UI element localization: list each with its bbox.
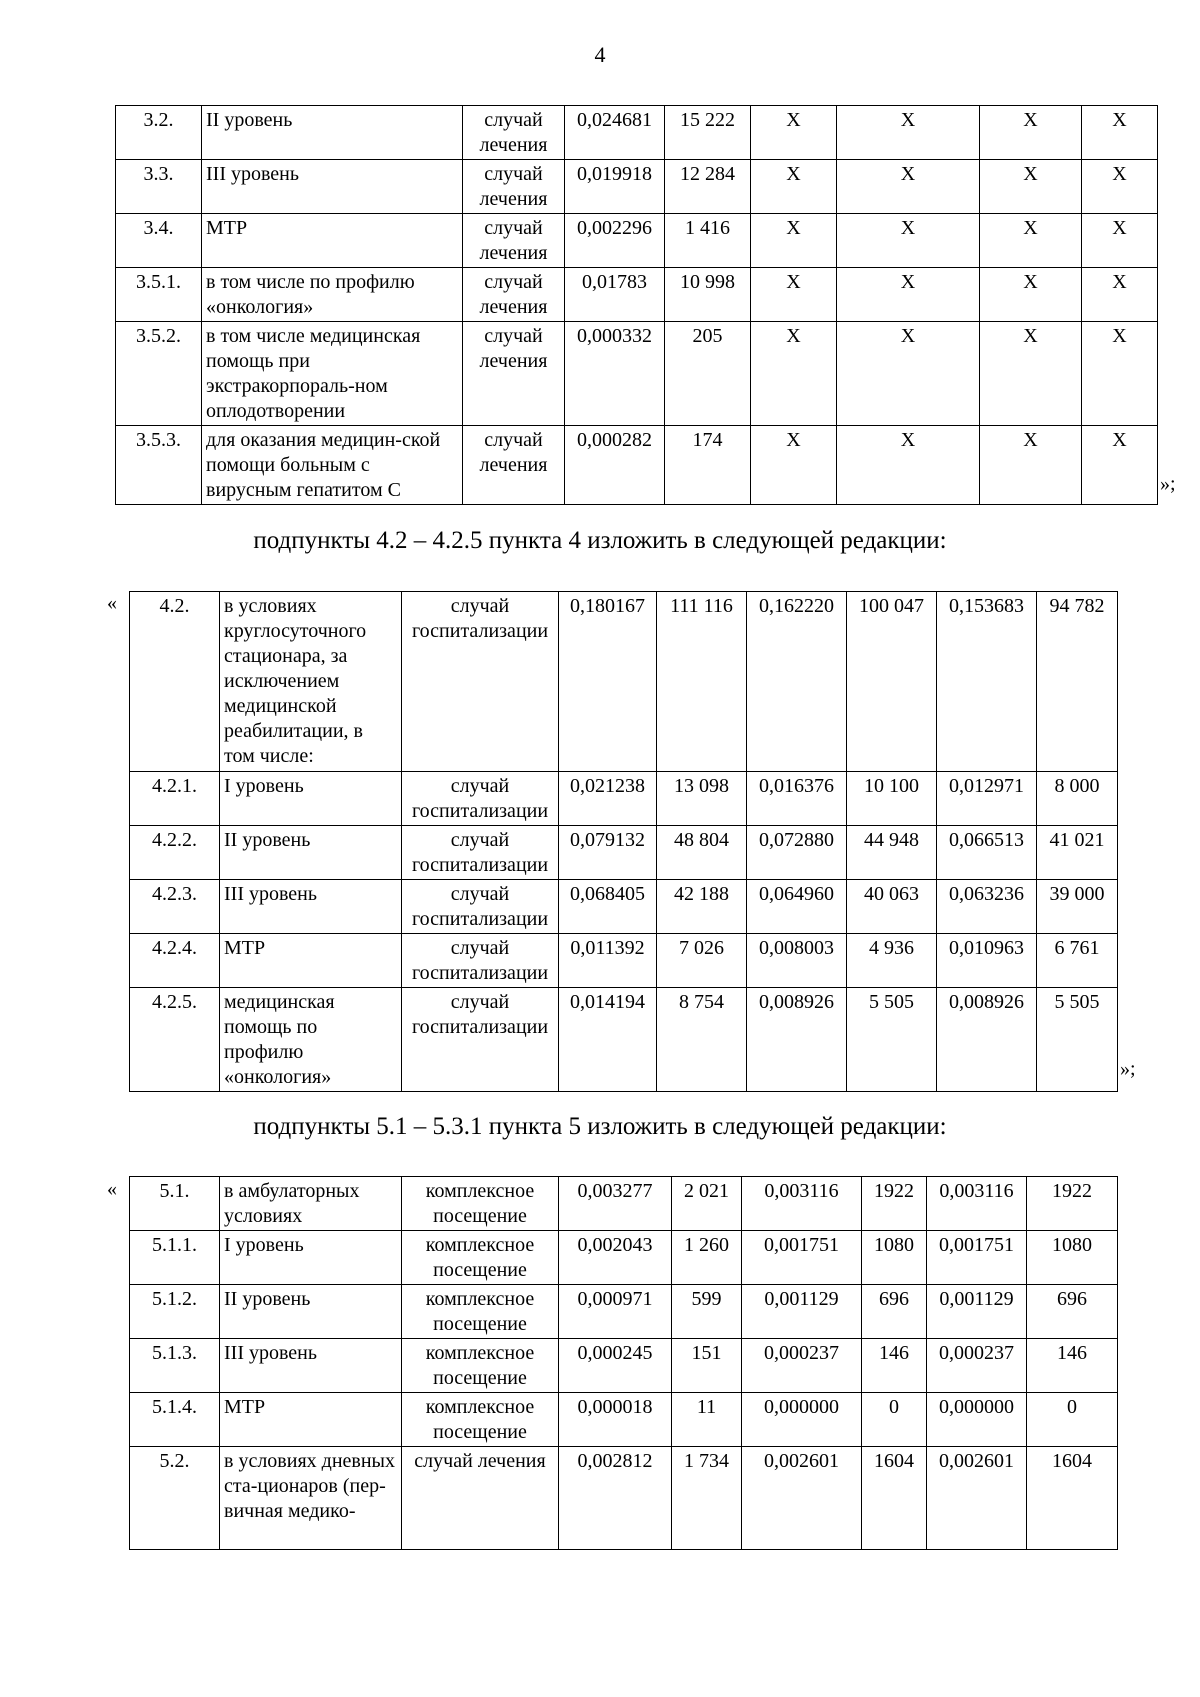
cell-value: 0,003116 xyxy=(927,1177,1027,1231)
cell-value: 0,011392 xyxy=(559,934,657,988)
cell-value: 0,180167 xyxy=(559,592,657,772)
cell-value: X xyxy=(1082,268,1158,322)
cell-value: 696 xyxy=(1027,1285,1118,1339)
row-name: III уровень xyxy=(220,880,402,934)
row-unit: комплексное посещение xyxy=(402,1231,559,1285)
cell-value: 0,153683 xyxy=(937,592,1037,772)
row-name: III уровень xyxy=(220,1339,402,1393)
cell-value: X xyxy=(837,322,980,426)
closing-quote-mark: »; xyxy=(1120,1058,1136,1080)
row-number: 4.2.3. xyxy=(130,880,220,934)
cell-value: 0,008926 xyxy=(937,988,1037,1092)
row-number: 5.1. xyxy=(130,1177,220,1231)
row-unit: комплексное посещение xyxy=(402,1177,559,1231)
table-row xyxy=(130,1231,1118,1285)
row-name: I уровень xyxy=(220,1231,402,1285)
cell-value: 0,002812 xyxy=(559,1447,672,1550)
row-name: II уровень xyxy=(202,106,463,160)
row-name: в условиях круглосуточного стационара, за исключением медицинской реабилитации, в том числе: xyxy=(220,592,402,772)
cell-value: X xyxy=(1082,322,1158,426)
cell-value: 111 116 xyxy=(657,592,747,772)
cell-value: 696 xyxy=(862,1285,927,1339)
cell-value: 1604 xyxy=(1027,1447,1118,1550)
cell-value: 1080 xyxy=(862,1231,927,1285)
cell-value: 5 505 xyxy=(1037,988,1118,1092)
cell-value: 0,002296 xyxy=(565,214,665,268)
row-unit: случай госпитализации xyxy=(402,988,559,1092)
cell-value: 41 021 xyxy=(1037,826,1118,880)
table-row xyxy=(130,1285,1118,1339)
cell-value: 1604 xyxy=(862,1447,927,1550)
cell-value: 0,064960 xyxy=(747,880,847,934)
table-row xyxy=(116,268,1158,322)
cell-value: 6 761 xyxy=(1037,934,1118,988)
table-row xyxy=(116,106,1158,160)
row-unit: комплексное посещение xyxy=(402,1393,559,1447)
cell-value: 146 xyxy=(862,1339,927,1393)
table-row xyxy=(116,214,1158,268)
cell-value: 0,008926 xyxy=(747,988,847,1092)
cell-value: 13 098 xyxy=(657,772,747,826)
table-row xyxy=(130,880,1118,934)
cell-value: 7 026 xyxy=(657,934,747,988)
cell-value: X xyxy=(1082,160,1158,214)
cell-value: X xyxy=(751,214,837,268)
table-row xyxy=(116,322,1158,426)
row-name: I уровень xyxy=(220,772,402,826)
row-unit: случай лечения xyxy=(463,268,565,322)
opening-quote-mark: « xyxy=(107,592,117,614)
row-number: 4.2.4. xyxy=(130,934,220,988)
cell-value: X xyxy=(1082,106,1158,160)
cell-value: 44 948 xyxy=(847,826,937,880)
cell-value: 0,014194 xyxy=(559,988,657,1092)
cell-value: X xyxy=(1082,214,1158,268)
cell-value: 0,000971 xyxy=(559,1285,672,1339)
table-row xyxy=(130,1447,1118,1550)
cell-value: 8 754 xyxy=(657,988,747,1092)
cell-value: 0,008003 xyxy=(747,934,847,988)
row-number: 3.5.3. xyxy=(116,426,202,505)
cell-value: 0,001129 xyxy=(927,1285,1027,1339)
opening-quote-mark: « xyxy=(107,1178,117,1200)
cell-value: 0,000237 xyxy=(742,1339,862,1393)
table-section-5 xyxy=(129,1176,1118,1550)
cell-value: 12 284 xyxy=(665,160,751,214)
row-name: МТР xyxy=(220,934,402,988)
cell-value: 0,162220 xyxy=(747,592,847,772)
cell-value: X xyxy=(751,426,837,505)
cell-value: 4 936 xyxy=(847,934,937,988)
table-section-3 xyxy=(115,105,1158,505)
row-unit: случай госпитализации xyxy=(402,592,559,772)
row-unit: случай госпитализации xyxy=(402,934,559,988)
cell-value: 100 047 xyxy=(847,592,937,772)
cell-value: X xyxy=(980,268,1082,322)
row-name: в том числе по профилю «онкология» xyxy=(202,268,463,322)
cell-value: 0,003277 xyxy=(559,1177,672,1231)
cell-value: 0,068405 xyxy=(559,880,657,934)
cell-value: 94 782 xyxy=(1037,592,1118,772)
row-number: 5.1.3. xyxy=(130,1339,220,1393)
cell-value: 0,000000 xyxy=(742,1393,862,1447)
row-number: 3.3. xyxy=(116,160,202,214)
table-row xyxy=(130,1339,1118,1393)
cell-value: 10 100 xyxy=(847,772,937,826)
row-name: II уровень xyxy=(220,1285,402,1339)
cell-value: X xyxy=(751,268,837,322)
cell-value: X xyxy=(837,160,980,214)
cell-value: 1922 xyxy=(1027,1177,1118,1231)
row-number: 3.5.1. xyxy=(116,268,202,322)
cell-value: X xyxy=(751,106,837,160)
table-row xyxy=(130,592,1118,772)
page-number: 4 xyxy=(594,42,606,67)
row-number: 5.1.2. xyxy=(130,1285,220,1339)
cell-value: 48 804 xyxy=(657,826,747,880)
cell-value: 1 260 xyxy=(672,1231,742,1285)
table-row xyxy=(130,1177,1118,1231)
row-number: 5.1.1. xyxy=(130,1231,220,1285)
table-row xyxy=(130,934,1118,988)
table-row xyxy=(130,826,1118,880)
cell-value: X xyxy=(751,322,837,426)
cell-value: X xyxy=(837,426,980,505)
cell-value: 8 000 xyxy=(1037,772,1118,826)
table-row xyxy=(130,988,1118,1092)
table-row xyxy=(116,160,1158,214)
row-number: 5.2. xyxy=(130,1447,220,1550)
row-number: 4.2. xyxy=(130,592,220,772)
cell-value: 10 998 xyxy=(665,268,751,322)
row-unit: случай лечения xyxy=(402,1447,559,1550)
cell-value: X xyxy=(980,322,1082,426)
cell-value: 1922 xyxy=(862,1177,927,1231)
cell-value: 1 416 xyxy=(665,214,751,268)
row-number: 4.2.2. xyxy=(130,826,220,880)
cell-value: 40 063 xyxy=(847,880,937,934)
cell-value: 0,002601 xyxy=(927,1447,1027,1550)
row-name: медицинская помощь по профилю «онкология» xyxy=(220,988,402,1092)
cell-value: 0,000237 xyxy=(927,1339,1027,1393)
cell-value: 1080 xyxy=(1027,1231,1118,1285)
cell-value: 205 xyxy=(665,322,751,426)
row-number: 3.4. xyxy=(116,214,202,268)
cell-value: 151 xyxy=(672,1339,742,1393)
row-name: в условиях дневных ста-ционаров (пер-вичная медико- xyxy=(220,1447,402,1550)
cell-value: 11 xyxy=(672,1393,742,1447)
cell-value: X xyxy=(1082,426,1158,505)
row-unit: случай лечения xyxy=(463,160,565,214)
cell-value: X xyxy=(837,214,980,268)
cell-value: 0,002601 xyxy=(742,1447,862,1550)
row-name: в том числе медицинская помощь при экстракорпораль-ном оплодотворении xyxy=(202,322,463,426)
cell-value: 0,063236 xyxy=(937,880,1037,934)
row-name: МТР xyxy=(202,214,463,268)
cell-value: 599 xyxy=(672,1285,742,1339)
cell-value: 0,000245 xyxy=(559,1339,672,1393)
row-unit: случай лечения xyxy=(463,426,565,505)
cell-value: X xyxy=(837,268,980,322)
cell-value: 0 xyxy=(862,1393,927,1447)
cell-value: X xyxy=(751,160,837,214)
cell-value: 0,001129 xyxy=(742,1285,862,1339)
cell-value: 0,003116 xyxy=(742,1177,862,1231)
cell-value: 42 188 xyxy=(657,880,747,934)
cell-value: 0,019918 xyxy=(565,160,665,214)
row-name: в амбулаторных условиях xyxy=(220,1177,402,1231)
cell-value: 0,000018 xyxy=(559,1393,672,1447)
row-unit: случай госпитализации xyxy=(402,880,559,934)
cell-value: 0,021238 xyxy=(559,772,657,826)
cell-value: 0,01783 xyxy=(565,268,665,322)
cell-value: 0,002043 xyxy=(559,1231,672,1285)
closing-quote-mark: »; xyxy=(1160,473,1176,495)
row-number: 3.5.2. xyxy=(116,322,202,426)
table-section-4 xyxy=(129,591,1118,1092)
row-number: 4.2.1. xyxy=(130,772,220,826)
cell-value: 0,012971 xyxy=(937,772,1037,826)
cell-value: 0,001751 xyxy=(742,1231,862,1285)
cell-value: 2 021 xyxy=(672,1177,742,1231)
row-number: 3.2. xyxy=(116,106,202,160)
cell-value: 1 734 xyxy=(672,1447,742,1550)
cell-value: X xyxy=(980,160,1082,214)
cell-value: 0,016376 xyxy=(747,772,847,826)
row-number: 5.1.4. xyxy=(130,1393,220,1447)
cell-value: X xyxy=(837,106,980,160)
table-row xyxy=(130,772,1118,826)
row-unit: случай лечения xyxy=(463,322,565,426)
row-number: 4.2.5. xyxy=(130,988,220,1092)
cell-value: 146 xyxy=(1027,1339,1118,1393)
cell-value: 0,024681 xyxy=(565,106,665,160)
cell-value: 0,000332 xyxy=(565,322,665,426)
cell-value: X xyxy=(980,214,1082,268)
row-unit: случай госпитализации xyxy=(402,772,559,826)
table-row xyxy=(116,426,1158,505)
table-row xyxy=(130,1393,1118,1447)
cell-value: 0,000000 xyxy=(927,1393,1027,1447)
cell-value: 0,072880 xyxy=(747,826,847,880)
row-unit: случай лечения xyxy=(463,106,565,160)
section-heading: подпункты 5.1 – 5.3.1 пункта 5 изложить в следующей редакции: xyxy=(253,1113,947,1140)
cell-value: 174 xyxy=(665,426,751,505)
cell-value: 15 222 xyxy=(665,106,751,160)
row-unit: случай госпитализации xyxy=(402,826,559,880)
row-name: для оказания медицин-ской помощи больным с вирусным гепатитом С xyxy=(202,426,463,505)
cell-value: 5 505 xyxy=(847,988,937,1092)
row-name: III уровень xyxy=(202,160,463,214)
cell-value: 0 xyxy=(1027,1393,1118,1447)
row-unit: случай лечения xyxy=(463,214,565,268)
row-unit: комплексное посещение xyxy=(402,1285,559,1339)
cell-value: 0,010963 xyxy=(937,934,1037,988)
cell-value: X xyxy=(980,106,1082,160)
section-heading: подпункты 4.2 – 4.2.5 пункта 4 изложить в следующей редакции: xyxy=(253,527,947,554)
cell-value: 0,000282 xyxy=(565,426,665,505)
cell-value: 0,066513 xyxy=(937,826,1037,880)
row-unit: комплексное посещение xyxy=(402,1339,559,1393)
row-name: II уровень xyxy=(220,826,402,880)
cell-value: 39 000 xyxy=(1037,880,1118,934)
cell-value: 0,079132 xyxy=(559,826,657,880)
cell-value: X xyxy=(980,426,1082,505)
row-name: МТР xyxy=(220,1393,402,1447)
cell-value: 0,001751 xyxy=(927,1231,1027,1285)
